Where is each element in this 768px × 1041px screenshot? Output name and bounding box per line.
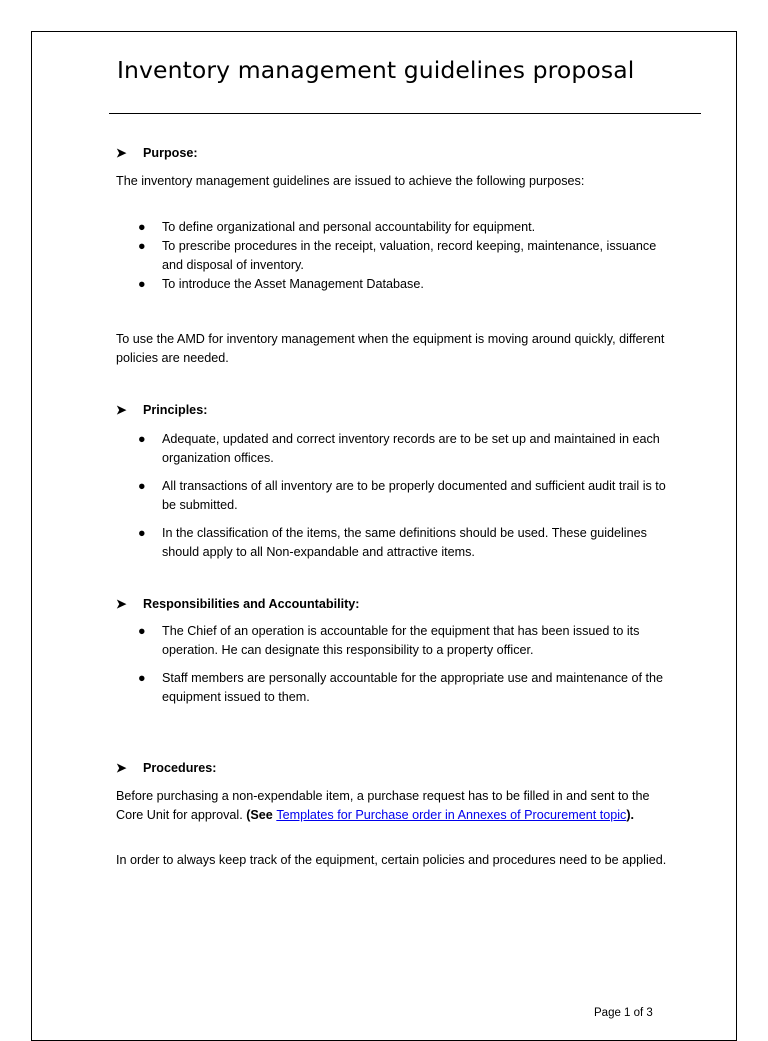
list-item: [116, 430, 676, 468]
purpose-heading: [116, 144, 198, 163]
responsibilities-heading: [116, 595, 359, 614]
bullet-dot-icon: ●: [138, 277, 146, 291]
procedures-heading-label: Procedures:: [143, 761, 217, 775]
arrow-bullet-icon: ➤: [116, 403, 127, 417]
see-reference-close: ).: [626, 808, 635, 822]
bullet-dot-icon: ●: [138, 479, 146, 493]
page-number: Page 1 of 3: [594, 1007, 653, 1019]
list-item-text: All transactions of all inventory are to be properly documented and sufficient audit trail is to be submitted.: [162, 479, 666, 512]
list-item: [116, 524, 676, 562]
list-item: [116, 669, 676, 707]
list-item: [116, 622, 676, 660]
procedures-text: Before purchasing a non-expendable item, a purchase request has to be filled in and sent to the Core Unit for approval.: [116, 789, 650, 822]
list-item-text: To define organizational and personal accountability for equipment.: [162, 220, 536, 234]
bullet-dot-icon: ●: [138, 624, 146, 638]
purpose-list: [116, 218, 676, 294]
list-item-text: In the classification of the items, the same definitions should be used. These guidelines should apply to all Non-expandable and attractive items.: [162, 526, 647, 559]
list-item-text: To prescribe procedures in the receipt, valuation, record keeping, maintenance, issuance and disposal of inventory.: [162, 239, 657, 272]
document-title: Inventory management guidelines proposal: [117, 56, 635, 84]
procurement-templates-link[interactable]: Templates for Purchase order in Annexes of Procurement topic: [276, 808, 627, 822]
procedures-paragraph-2: In order to always keep track of the equipment, certain policies and procedures need to be applied.: [116, 853, 667, 867]
purpose-note: To use the AMD for inventory management when the equipment is moving around quickly, different policies are needed.: [116, 332, 665, 365]
purpose-intro: The inventory management guidelines are issued to achieve the following purposes:: [116, 174, 585, 188]
procedures-paragraph-1: [116, 787, 676, 825]
title-divider: [109, 113, 701, 114]
procedures-heading: [116, 759, 217, 778]
list-item-text: Adequate, updated and correct inventory records are to be set up and maintained in each organization offices.: [162, 432, 660, 465]
list-item: [116, 275, 676, 294]
list-item: [116, 237, 676, 275]
arrow-bullet-icon: ➤: [116, 761, 127, 775]
arrow-bullet-icon: ➤: [116, 146, 127, 160]
arrow-bullet-icon: ➤: [116, 597, 127, 611]
see-reference-open: (See: [246, 808, 277, 822]
bullet-dot-icon: ●: [138, 526, 146, 540]
responsibilities-list: [116, 622, 676, 707]
purpose-heading-label: Purpose:: [143, 146, 198, 160]
principles-heading-label: Principles:: [143, 403, 208, 417]
list-item: [116, 218, 676, 237]
principles-list: [116, 430, 676, 562]
list-item-text: To introduce the Asset Management Database.: [162, 277, 424, 291]
bullet-dot-icon: ●: [138, 432, 146, 446]
list-item-text: The Chief of an operation is accountable for the equipment that has been issued to its operation. He can designate this responsibility to a property officer.: [162, 624, 640, 657]
list-item: [116, 477, 676, 515]
bullet-dot-icon: ●: [138, 239, 146, 253]
list-item-text: Staff members are personally accountable for the appropriate use and maintenance of the equipment issued to them.: [162, 671, 664, 704]
bullet-dot-icon: ●: [138, 220, 146, 234]
principles-heading: [116, 401, 207, 420]
document-page: [31, 31, 737, 1041]
bullet-dot-icon: ●: [138, 671, 146, 685]
responsibilities-heading-label: Responsibilities and Accountability:: [143, 597, 360, 611]
